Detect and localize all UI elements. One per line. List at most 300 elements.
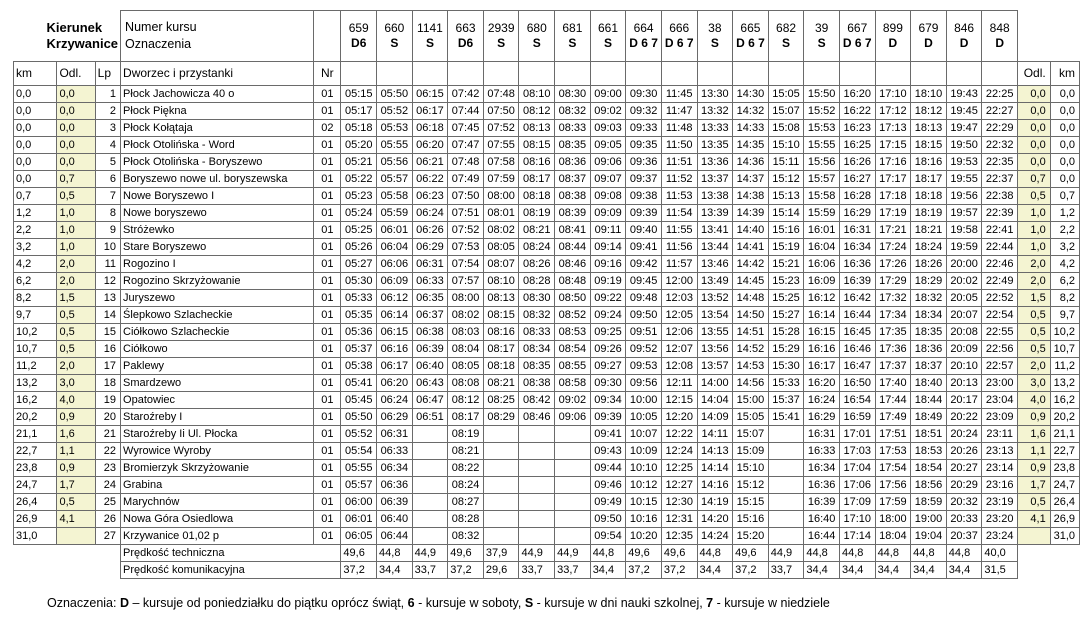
time-cell: 05:57 — [377, 171, 413, 188]
time-cell: 09:26 — [590, 341, 626, 358]
time-cell: 12:35 — [661, 528, 697, 545]
time-cell: 20:29 — [946, 477, 982, 494]
course-marks: S — [532, 36, 541, 50]
time-cell: 07:44 — [448, 103, 484, 120]
odl-cell-right: 0,5 — [1018, 494, 1051, 511]
time-cell: 17:29 — [875, 273, 911, 290]
time-cell: 06:01 — [377, 222, 413, 239]
time-cell: 09:37 — [626, 171, 662, 188]
time-cell: 05:33 — [341, 290, 377, 307]
speed-cell: 49,6 — [661, 545, 697, 562]
course-number: 846 — [954, 21, 975, 35]
lp-cell: 18 — [95, 375, 120, 392]
time-cell: 17:10 — [839, 511, 875, 528]
speed-cell: 44,8 — [946, 545, 982, 562]
time-cell — [483, 494, 519, 511]
time-cell: 16:34 — [804, 460, 840, 477]
nr-cell: 01 — [314, 137, 341, 154]
station-cell: Staroźreby Ii Ul. Płocka — [121, 426, 314, 443]
nr-cell: 01 — [314, 239, 341, 256]
time-cell: 07:51 — [448, 205, 484, 222]
course-marks: S — [568, 36, 577, 50]
nr-cell: 01 — [314, 307, 341, 324]
time-cell — [483, 477, 519, 494]
time-cell: 12:07 — [661, 341, 697, 358]
time-cell: 07:59 — [483, 171, 519, 188]
time-cell: 15:19 — [768, 239, 804, 256]
speed-cell: 37,2 — [733, 562, 769, 579]
lp-cell: 20 — [95, 409, 120, 426]
time-cell: 05:15 — [341, 86, 377, 103]
time-cell — [412, 460, 448, 477]
time-cell: 08:08 — [448, 375, 484, 392]
speed-cell: 44,8 — [911, 545, 947, 562]
time-cell: 08:19 — [448, 426, 484, 443]
nr-cell: 01 — [314, 205, 341, 222]
time-cell: 07:55 — [483, 137, 519, 154]
time-cell: 08:53 — [555, 324, 591, 341]
time-cell: 20:32 — [946, 494, 982, 511]
km-cell-right: 31,0 — [1050, 528, 1079, 545]
course-number: 680 — [526, 21, 547, 35]
course-header — [697, 11, 733, 62]
km-cell: 0,0 — [14, 86, 57, 103]
odl-cell-right: 2,0 — [1018, 273, 1051, 290]
time-cell: 15:07 — [768, 103, 804, 120]
time-cell: 16:31 — [839, 222, 875, 239]
time-cell: 13:44 — [697, 239, 733, 256]
timetable-body — [14, 11, 1080, 579]
odl-cell-right: 0,5 — [1018, 341, 1051, 358]
time-cell: 16:47 — [839, 358, 875, 375]
km-cell: 13,2 — [14, 375, 57, 392]
lp-cell: 4 — [95, 137, 120, 154]
time-cell: 09:46 — [590, 477, 626, 494]
time-cell: 17:49 — [875, 409, 911, 426]
nr-cell: 01 — [314, 375, 341, 392]
time-cell — [483, 460, 519, 477]
time-cell: 15:50 — [804, 86, 840, 103]
col-header-station: Dworzec i przystanki — [121, 62, 314, 86]
speed-label: Prędkość techniczna — [121, 545, 341, 562]
course-marks: D — [959, 36, 969, 50]
stop-row — [14, 494, 1080, 511]
time-cell: 20:05 — [946, 290, 982, 307]
col-header-time-spacer — [626, 62, 662, 86]
course-number: 665 — [740, 21, 761, 35]
odl-cell: 1,0 — [57, 222, 95, 239]
time-cell: 14:09 — [697, 409, 733, 426]
odl-cell: 0,0 — [57, 120, 95, 137]
time-cell: 17:13 — [875, 120, 911, 137]
time-cell: 08:35 — [519, 358, 555, 375]
time-cell: 17:12 — [875, 103, 911, 120]
station-cell: Opatowiec — [121, 392, 314, 409]
col-header-nr: Nr — [314, 62, 341, 86]
time-cell: 08:07 — [483, 256, 519, 273]
time-cell: 06:14 — [377, 307, 413, 324]
time-cell: 14:52 — [733, 341, 769, 358]
stop-row — [14, 477, 1080, 494]
time-cell: 08:25 — [483, 392, 519, 409]
time-cell: 15:57 — [804, 171, 840, 188]
time-cell: 17:03 — [839, 443, 875, 460]
time-cell: 13:49 — [697, 273, 733, 290]
time-cell — [412, 443, 448, 460]
time-cell: 09:05 — [590, 137, 626, 154]
time-cell: 15:07 — [733, 426, 769, 443]
km-cell-right: 0,0 — [1050, 137, 1079, 154]
km-cell-right: 0,0 — [1050, 103, 1079, 120]
time-cell: 12:27 — [661, 477, 697, 494]
lp-cell: 2 — [95, 103, 120, 120]
nr-cell: 01 — [314, 358, 341, 375]
odl-cell: 1,7 — [57, 477, 95, 494]
time-cell: 09:48 — [626, 290, 662, 307]
time-cell: 20:09 — [946, 341, 982, 358]
time-cell: 06:20 — [412, 137, 448, 154]
legend-symbol: S — [524, 596, 534, 610]
speed-cell: 31,5 — [982, 562, 1018, 579]
time-cell: 23:20 — [982, 511, 1018, 528]
time-cell: 05:35 — [341, 307, 377, 324]
km-cell-right: 0,0 — [1050, 171, 1079, 188]
time-cell: 13:36 — [697, 154, 733, 171]
speed-cell: 34,4 — [377, 562, 413, 579]
odl-cell: 1,0 — [57, 205, 95, 222]
time-cell: 16:42 — [839, 290, 875, 307]
speed-cell: 33,7 — [555, 562, 591, 579]
km-cell: 20,2 — [14, 409, 57, 426]
time-cell: 07:52 — [448, 222, 484, 239]
time-cell: 23:14 — [982, 460, 1018, 477]
time-cell: 15:09 — [733, 443, 769, 460]
time-cell: 09:49 — [590, 494, 626, 511]
time-cell: 19:56 — [946, 188, 982, 205]
time-cell: 18:35 — [911, 324, 947, 341]
time-cell: 05:50 — [341, 409, 377, 426]
time-cell: 18:34 — [911, 307, 947, 324]
km-cell-right: 2,2 — [1050, 222, 1079, 239]
time-cell: 19:00 — [911, 511, 947, 528]
time-cell: 06:43 — [412, 375, 448, 392]
time-cell: 22:52 — [982, 290, 1018, 307]
time-cell: 06:18 — [412, 120, 448, 137]
col-header-time-spacer — [412, 62, 448, 86]
time-cell: 16:36 — [839, 256, 875, 273]
nr-cell: 01 — [314, 477, 341, 494]
km-cell: 24,7 — [14, 477, 57, 494]
time-cell: 12:03 — [661, 290, 697, 307]
time-cell: 18:18 — [911, 188, 947, 205]
time-cell: 08:37 — [555, 171, 591, 188]
time-cell: 06:09 — [377, 273, 413, 290]
course-marks: S — [817, 36, 826, 50]
speed-row — [14, 545, 1080, 562]
km-cell-right: 0,0 — [1050, 120, 1079, 137]
time-cell: 11:57 — [661, 256, 697, 273]
time-cell: 17:40 — [875, 375, 911, 392]
time-cell: 06:20 — [377, 375, 413, 392]
lp-cell: 12 — [95, 273, 120, 290]
speed-label: Prędkość komunikacyjna — [121, 562, 341, 579]
stop-row — [14, 392, 1080, 409]
station-cell: Ciółkowo Szlacheckie — [121, 324, 314, 341]
course-marks: S — [782, 36, 791, 50]
time-cell: 17:06 — [839, 477, 875, 494]
course-number: 1141 — [417, 21, 443, 35]
time-cell: 06:17 — [377, 358, 413, 375]
time-cell: 07:53 — [448, 239, 484, 256]
odl-cell: 4,0 — [57, 392, 95, 409]
time-cell: 12:31 — [661, 511, 697, 528]
time-cell: 16:09 — [804, 273, 840, 290]
speed-cell: 44,8 — [377, 545, 413, 562]
time-cell: 15:33 — [768, 375, 804, 392]
odl-cell-right: 0,0 — [1018, 86, 1051, 103]
odl-cell: 0,0 — [57, 137, 95, 154]
lp-cell: 9 — [95, 222, 120, 239]
time-cell: 10:16 — [626, 511, 662, 528]
speed-right-spacer — [1018, 562, 1080, 579]
time-cell: 23:16 — [982, 477, 1018, 494]
km-cell-right: 13,2 — [1050, 375, 1079, 392]
col-header-time-spacer — [982, 62, 1018, 86]
course-marks: D — [888, 36, 898, 50]
nr-cell: 01 — [314, 222, 341, 239]
time-cell: 07:48 — [483, 86, 519, 103]
time-cell: 20:37 — [946, 528, 982, 545]
course-number: 682 — [776, 21, 797, 35]
time-cell: 08:33 — [519, 324, 555, 341]
course-marks: D6 — [457, 36, 474, 50]
time-cell: 19:57 — [946, 205, 982, 222]
time-cell: 05:53 — [377, 120, 413, 137]
speed-cell: 44,9 — [412, 545, 448, 562]
stop-row — [14, 239, 1080, 256]
time-cell: 08:19 — [519, 205, 555, 222]
km-cell-right: 0,7 — [1050, 188, 1079, 205]
course-header — [555, 11, 591, 62]
course-marks: D 6 7 — [736, 36, 765, 50]
col-header-time-spacer — [733, 62, 769, 86]
col-header-time-spacer — [661, 62, 697, 86]
odl-cell: 0,5 — [57, 494, 95, 511]
time-cell: 20:13 — [946, 375, 982, 392]
nr-cell: 01 — [314, 460, 341, 477]
time-cell: 06:51 — [412, 409, 448, 426]
time-cell — [768, 426, 804, 443]
stop-row — [14, 188, 1080, 205]
direction-line2: Krzywanice — [46, 35, 119, 51]
time-cell: 15:53 — [804, 120, 840, 137]
time-cell: 18:56 — [911, 477, 947, 494]
stop-row — [14, 511, 1080, 528]
time-cell: 08:13 — [519, 120, 555, 137]
time-cell: 15:30 — [768, 358, 804, 375]
nr-cell: 01 — [314, 273, 341, 290]
time-cell: 08:02 — [483, 222, 519, 239]
nr-cell: 01 — [314, 494, 341, 511]
odl-cell-right: 0,5 — [1018, 324, 1051, 341]
time-cell: 20:27 — [946, 460, 982, 477]
odl-cell-right: 0,0 — [1018, 137, 1051, 154]
time-cell: 05:54 — [341, 443, 377, 460]
time-cell: 06:34 — [377, 460, 413, 477]
time-cell: 13:33 — [697, 120, 733, 137]
time-cell: 20:02 — [946, 273, 982, 290]
time-cell: 13:54 — [697, 307, 733, 324]
nr-cell: 01 — [314, 171, 341, 188]
time-cell: 19:55 — [946, 171, 982, 188]
time-cell: 14:51 — [733, 324, 769, 341]
time-cell: 13:32 — [697, 103, 733, 120]
time-cell: 06:29 — [412, 239, 448, 256]
time-cell: 15:21 — [768, 256, 804, 273]
lp-cell: 26 — [95, 511, 120, 528]
time-cell: 05:58 — [377, 188, 413, 205]
stop-row — [14, 137, 1080, 154]
course-marks: D 6 7 — [842, 36, 872, 50]
time-cell: 17:24 — [875, 239, 911, 256]
odl-cell-right: 0,9 — [1018, 460, 1051, 477]
lp-cell: 1 — [95, 86, 120, 103]
time-cell: 07:50 — [448, 188, 484, 205]
time-cell: 14:20 — [697, 511, 733, 528]
time-cell — [519, 511, 555, 528]
time-cell: 08:15 — [519, 137, 555, 154]
time-cell: 06:33 — [377, 443, 413, 460]
km-cell-right: 0,0 — [1050, 154, 1079, 171]
col-header-time-spacer — [555, 62, 591, 86]
time-cell: 09:19 — [590, 273, 626, 290]
time-cell: 18:40 — [911, 375, 947, 392]
course-number: 666 — [669, 21, 690, 35]
stop-row — [14, 103, 1080, 120]
time-cell: 20:33 — [946, 511, 982, 528]
time-cell: 19:04 — [911, 528, 947, 545]
time-cell — [412, 528, 448, 545]
time-cell: 08:34 — [519, 341, 555, 358]
stop-row — [14, 324, 1080, 341]
time-cell: 12:08 — [661, 358, 697, 375]
time-cell — [412, 494, 448, 511]
legend-text: - kursuje w dni nauki szkolnej, — [533, 596, 707, 610]
time-cell: 17:53 — [875, 443, 911, 460]
time-cell: 14:13 — [697, 443, 733, 460]
course-header — [448, 11, 484, 62]
time-cell: 23:04 — [982, 392, 1018, 409]
odl-cell-right: 0,5 — [1018, 307, 1051, 324]
stop-row — [14, 205, 1080, 222]
speed-cell: 37,2 — [626, 562, 662, 579]
odl-cell-right: 3,0 — [1018, 375, 1051, 392]
odl-cell: 1,1 — [57, 443, 95, 460]
station-cell: Staroźreby I — [121, 409, 314, 426]
time-cell: 18:26 — [911, 256, 947, 273]
course-header — [519, 11, 555, 62]
km-cell-right: 24,7 — [1050, 477, 1079, 494]
top-right-spacer — [1018, 11, 1080, 62]
stop-row — [14, 273, 1080, 290]
odl-cell: 0,7 — [57, 171, 95, 188]
time-cell: 11:53 — [661, 188, 697, 205]
course-marks: D — [995, 36, 1005, 50]
time-cell: 06:33 — [412, 273, 448, 290]
time-cell: 15:56 — [804, 154, 840, 171]
station-cell: Płock Otolińska - Word — [121, 137, 314, 154]
time-cell: 17:36 — [875, 341, 911, 358]
course-header — [341, 11, 377, 62]
time-cell: 19:47 — [946, 120, 982, 137]
time-cell: 11:56 — [661, 239, 697, 256]
time-cell: 15:10 — [768, 137, 804, 154]
time-cell: 18:54 — [911, 460, 947, 477]
time-cell — [768, 528, 804, 545]
time-cell: 12:06 — [661, 324, 697, 341]
time-cell: 14:39 — [733, 205, 769, 222]
odl-cell-right: 2,0 — [1018, 256, 1051, 273]
odl-cell: 0,0 — [57, 86, 95, 103]
course-marks: S — [497, 36, 506, 50]
speed-cell: 34,4 — [590, 562, 626, 579]
time-cell: 07:58 — [483, 154, 519, 171]
time-cell: 16:06 — [804, 256, 840, 273]
time-cell: 19:53 — [946, 154, 982, 171]
legend-symbol: 7 — [706, 596, 714, 610]
nr-cell: 02 — [314, 120, 341, 137]
nr-cell: 01 — [314, 426, 341, 443]
time-cell: 14:14 — [697, 460, 733, 477]
time-cell: 05:27 — [341, 256, 377, 273]
time-cell: 08:33 — [555, 120, 591, 137]
time-cell: 05:38 — [341, 358, 377, 375]
time-cell: 08:35 — [555, 137, 591, 154]
time-cell: 06:00 — [341, 494, 377, 511]
time-cell: 22:57 — [982, 358, 1018, 375]
time-cell: 15:29 — [768, 341, 804, 358]
odl-cell-right: 0,5 — [1018, 188, 1051, 205]
stop-row — [14, 120, 1080, 137]
time-cell: 16:29 — [839, 205, 875, 222]
time-cell: 07:57 — [448, 273, 484, 290]
time-cell: 15:15 — [733, 494, 769, 511]
nr-cell: 01 — [314, 103, 341, 120]
station-cell: Bromierzyk Skrzyżowanie — [121, 460, 314, 477]
time-cell: 14:53 — [733, 358, 769, 375]
lp-cell: 3 — [95, 120, 120, 137]
time-cell: 15:10 — [733, 460, 769, 477]
nr-cell: 01 — [314, 528, 341, 545]
course-marks: S — [425, 36, 434, 50]
odl-cell: 0,9 — [57, 409, 95, 426]
time-cell: 17:54 — [875, 460, 911, 477]
time-cell: 16:50 — [839, 375, 875, 392]
time-cell: 14:16 — [697, 477, 733, 494]
time-cell: 19:58 — [946, 222, 982, 239]
time-cell: 08:28 — [448, 511, 484, 528]
stop-row — [14, 460, 1080, 477]
lp-cell: 7 — [95, 188, 120, 205]
time-cell: 08:44 — [555, 239, 591, 256]
speed-cell: 34,4 — [804, 562, 840, 579]
odl-cell: 0,5 — [57, 307, 95, 324]
time-cell: 17:04 — [839, 460, 875, 477]
odl-cell-right: 1,0 — [1018, 222, 1051, 239]
time-cell: 09:22 — [590, 290, 626, 307]
time-cell: 08:52 — [555, 307, 591, 324]
time-cell: 14:48 — [733, 290, 769, 307]
